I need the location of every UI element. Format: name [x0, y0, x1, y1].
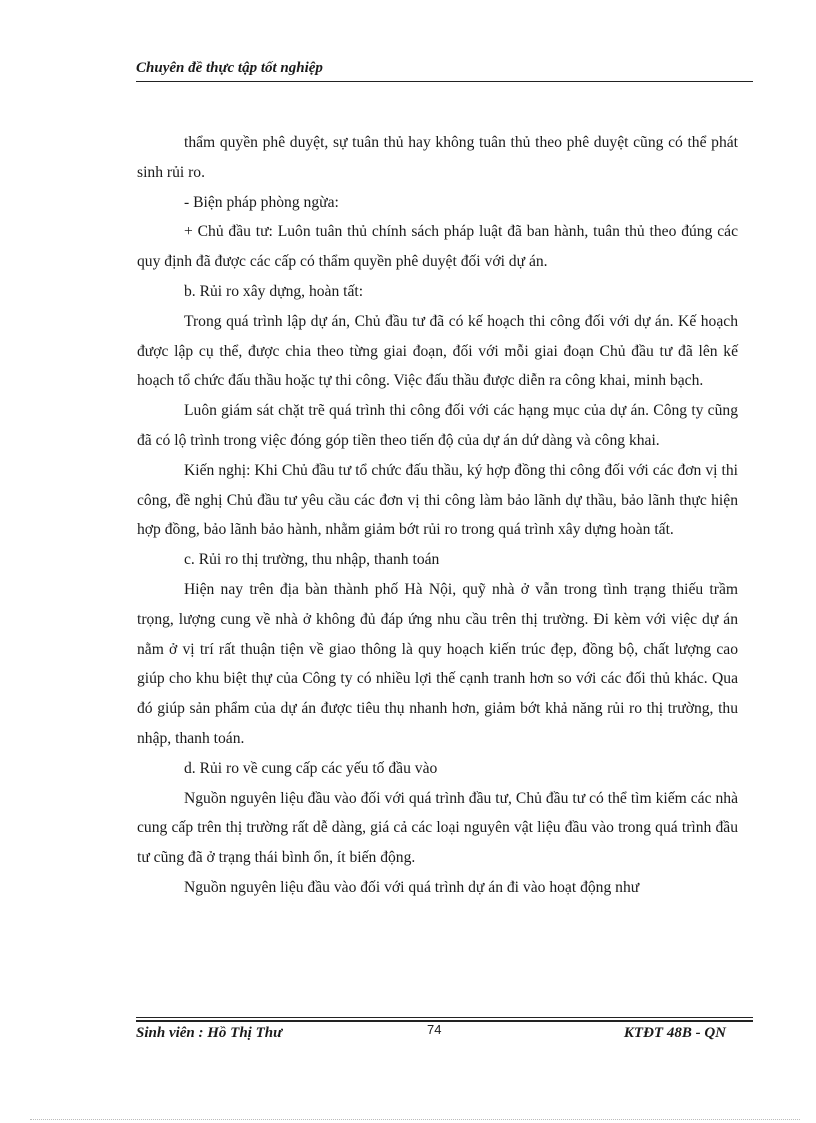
paragraph-supervision: Luôn giám sát chặt trẽ quá trình thi công đối với các hạng mục của dự án. Công ty cũng đã có lộ trình trong việc đóng góp tiền theo tiến độ của dự án dứ dàng và công khai. [137, 402, 738, 449]
paragraph-input-materials: Nguồn nguyên liệu đầu vào đối với quá trình đầu tư, Chủ đầu tư có thể tìm kiếm các nhà cung cấp trên thị trường rất dễ dàng, giá cả các loại nguyên vật liệu đầu vào trong quá trình đầu tư cũng đã ở trạng thái bình ổn, ít biến động. [137, 789, 738, 867]
paragraph-continuation: thẩm quyền phê duyệt, sự tuân thủ hay không tuân thủ theo phê duyệt cũng có thể phát sinh rủi ro. [137, 134, 738, 181]
section-heading-input-risk: d. Rủi ro về cung cấp các yếu tố đầu vào [184, 759, 438, 777]
footer-divider-thin [136, 1017, 753, 1018]
paragraph-construction-plan: Trong quá trình lập dự án, Chủ đầu tư đã có kế hoạch thi công đối với dự án. Kế hoạch được lập cụ thể, được chia theo từng giai đoạn, đối với mỗi giai đoạn Chủ đầu tư đã lên kế hoạch tổ chức đấu thầu hoặc tự thi công. Việc đấu thầu được diễn ra công khai, minh bạch. [137, 312, 738, 390]
page-number: 74 [427, 1022, 442, 1037]
paragraph-operation-inputs: Nguồn nguyên liệu đầu vào đối với quá trình dự án đi vào hoạt động như [184, 878, 640, 896]
footer-class-code: KTĐT 48B - QN [623, 1025, 726, 1041]
section-heading-construction-risk: b. Rủi ro xây dựng, hoàn tất: [184, 282, 364, 300]
document-body [137, 128, 738, 903]
paragraph-market-analysis: Hiện nay trên địa bàn thành phố Hà Nội, quỹ nhà ở vẫn trong tình trạng thiếu trầm trọng, lượng cung về nhà ở không đủ đáp ứng nhu cầu trên thị trường. Đi kèm với việc dự án nằm ở vị trí rất thuận tiện về giao thông là quy hoạch kiến trúc đẹp, đồng bộ, chất lượng cao giúp cho khu biệt thự của Công ty có nhiều lợi thế cạnh tranh hơn so với các đối thủ khác. Qua đó giúp sản phẩm của dự án được tiêu thụ nhanh hơn, giảm bớt khả năng rủi ro thị trường, thu nhập, thanh toán. [137, 580, 738, 747]
section-heading-market-risk: c. Rủi ro thị trường, thu nhập, thanh toán [184, 551, 440, 569]
header-divider [136, 81, 753, 82]
paragraph-prevention-heading: - Biện pháp phòng ngừa: [184, 193, 339, 211]
page-bottom-dotted-edge [30, 1119, 800, 1120]
page-header-title: Chuyên đề thực tập tốt nghiệp [136, 60, 323, 76]
paragraph-investor-compliance: + Chủ đầu tư: Luôn tuân thủ chính sách pháp luật đã ban hành, tuân thủ theo đúng các quy định đã được các cấp có thẩm quyền phê duyệt đối với dự án. [137, 223, 738, 271]
footer-student-name: Sinh viên : Hồ Thị Thư [136, 1025, 283, 1041]
paragraph-recommendation: Kiến nghị: Khi Chủ đầu tư tổ chức đấu thầu, ký hợp đồng thi công đối với các đơn vị thi công, đề nghị Chủ đầu tư yêu cầu các đơn vị thi công làm bảo lãnh dự thầu, bảo lãnh thực hiện hợp đồng, bảo lãnh bảo hành, nhằm giảm bớt rủi ro trong quá trình xây dựng hoàn tất. [137, 461, 738, 539]
footer-divider-thick [136, 1020, 753, 1022]
